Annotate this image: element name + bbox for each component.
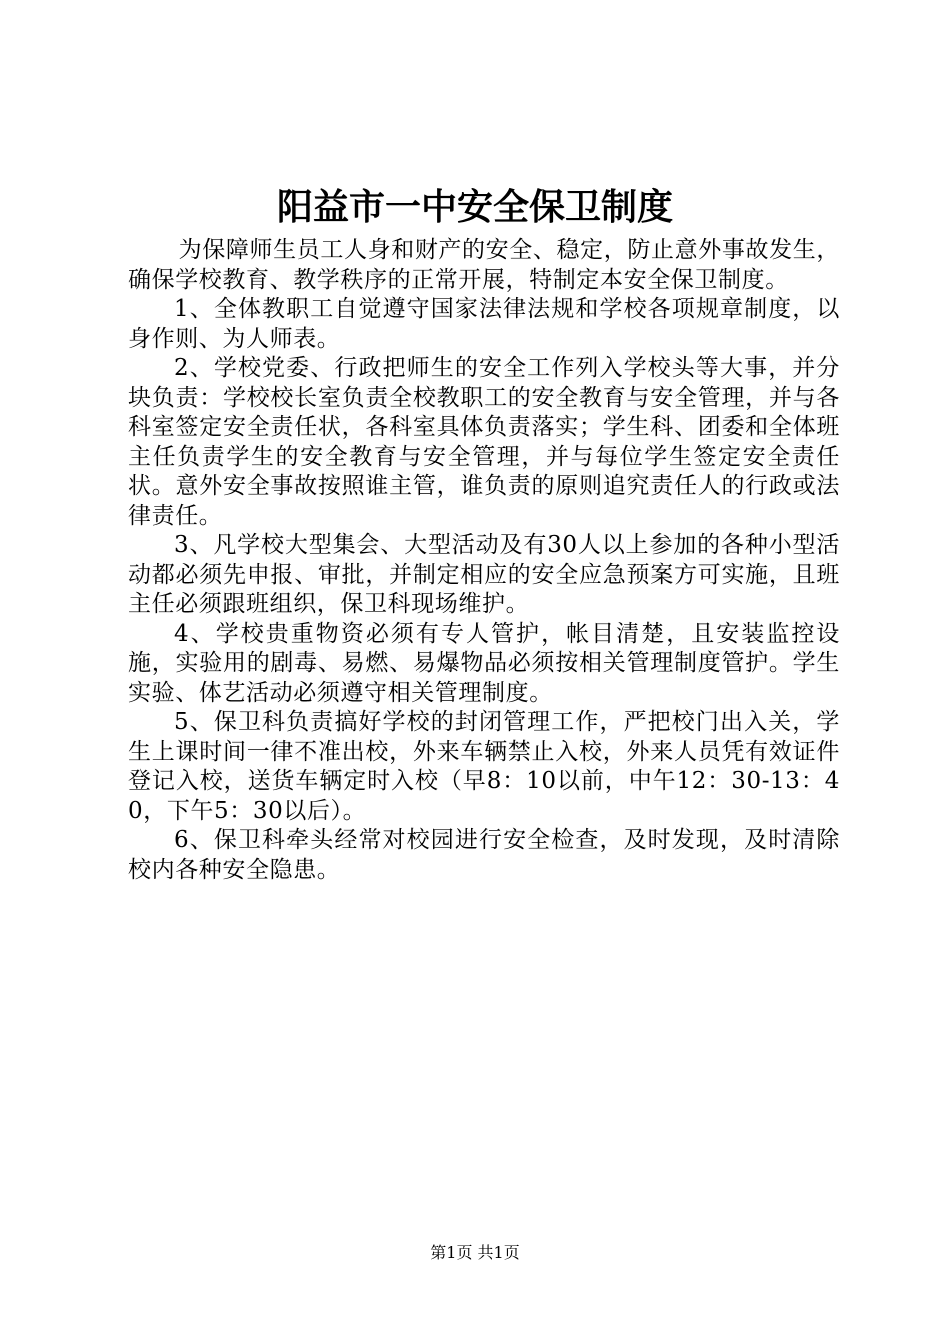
rule-paragraph-3: 3、凡学校大型集会、大型活动及有30人以上参加的各种小型活动都必须先申报、审批，并制定相应的安全应急预案方可实施，且班主任必须跟班组织，保卫科现场维护。 [128,532,840,617]
page-number-footer: 第1页 共1页 [430,1243,520,1262]
rule-paragraph-6: 6、保卫科牵头经常对校园进行安全检查，及时发现，及时清除校内各种安全隐患。 [128,827,840,883]
document-body [128,236,840,885]
intro-paragraph: 为保障师生员工人身和财产的安全、稳定，防止意外事故发生，确保学校教育、教学秩序的正常开展，特制定本安全保卫制度。 [128,237,840,293]
document-title: 阳益市一中安全保卫制度 [276,187,673,228]
rule-paragraph-2: 2、学校党委、行政把师生的安全工作列入学校头等大事，并分块负责：学校校长室负责全校教职工的安全教育与安全管理，并与各科室签定安全责任状，各科室具体负责落实；学生科、团委和全体班主任负责学生的安全教育与安全管理，并与每位学生签定安全责任状。意外安全事故按照谁主管，谁负责的原则追究责任人的行政或法律责任。 [128,355,840,529]
rule-paragraph-5: 5、保卫科负责搞好学校的封闭管理工作，严把校门出入关，学生上课时间一律不准出校，外来车辆禁止入校，外来人员凭有效证件登记入校，送货车辆定时入校（早8：10以前，中午12：30-13：40，下午5：30以后）。 [128,709,840,824]
rule-paragraph-1: 1、全体教职工自觉遵守国家法律法规和学校各项规章制度，以身作则、为人师表。 [128,296,840,352]
rule-paragraph-4: 4、学校贵重物资必须有专人管护，帐目清楚，且安装监控设施，实验用的剧毒、易燃、易爆物品必须按相关管理制度管护。学生实验、体艺活动必须遵守相关管理制度。 [128,620,840,706]
